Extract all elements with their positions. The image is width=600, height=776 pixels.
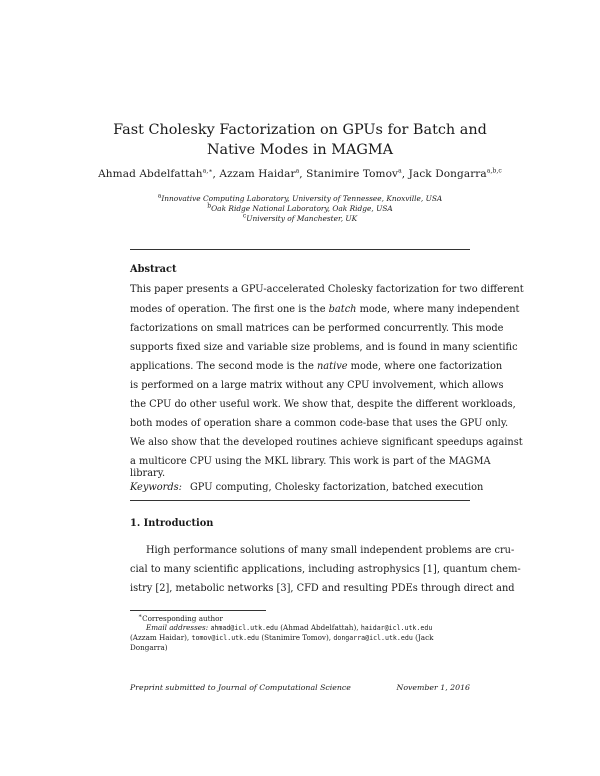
footnote-emails-line3: Dongarra) (130, 643, 168, 652)
author-name: Ahmad Abdelfattah (98, 168, 203, 180)
abstract-heading: Abstract (130, 264, 177, 275)
footnote-corresponding: ∗Corresponding author (138, 612, 223, 623)
abstract-line: This paper presents a GPU-accelerated Cholesky factorization for two different (130, 284, 524, 295)
email-link[interactable]: ahmad@icl.utk.edu (210, 624, 278, 632)
abstract-line: the CPU do other useful work. We show that, despite the different workloads, (130, 399, 516, 410)
email-link[interactable]: dongarra@icl.utk.edu (333, 634, 413, 642)
affiliation: $^c$University of Manchester, UK (242, 212, 358, 223)
abstract-line: is performed on a large matrix without any CPU involvement, which allows (130, 380, 504, 391)
footer-date: November 1, 2016 (396, 683, 470, 692)
title-line-1: Fast Cholesky Factorization on GPUs for Batch and (113, 122, 487, 138)
footer-preprint: Preprint submitted to Journal of Computational Science (130, 683, 351, 692)
abstract-line: supports fixed size and variable size problems, and is found in many scientific (130, 342, 518, 353)
footnote-emails-line2: (Azzam Haidar), tomov@icl.utk.edu (Stanimire Tomov), dongarra@icl.utk.edu (Jack (130, 633, 434, 642)
email-link[interactable]: tomov@icl.utk.edu (191, 634, 260, 642)
author-sup: a,b,c (486, 167, 502, 175)
abstract-bottom-rule (130, 500, 470, 501)
intro-line: High performance solutions of many small independent problems are cru- (146, 545, 515, 556)
keywords-label: Keywords: (130, 482, 182, 493)
title-line-2: Native Modes in MAGMA (206, 142, 394, 158)
abstract-top-rule (130, 249, 470, 250)
footnote-emails-line1: Email addresses: ahmad@icl.utk.edu (Ahmad Abdelfattah), haidar@icl.utk.edu (146, 623, 433, 632)
abstract-line: library. (130, 468, 166, 479)
intro-heading: 1. Introduction (130, 518, 214, 529)
author-name: Jack Dongarra (408, 168, 487, 180)
abstract-line: a multicore CPU using the MKL library. This work is part of the MAGMA (130, 456, 491, 467)
intro-line: istry [2], metabolic networks [3], CFD and resulting PDEs through direct and (130, 583, 515, 594)
abstract-line: applications. The second mode is the native mode, where one factorization (130, 361, 503, 372)
keywords-text: GPU computing, Cholesky factorization, batched execution (189, 482, 484, 493)
affiliation: $^b$Oak Ridge National Laboratory, Oak Ridge, USA (207, 202, 393, 213)
paper-title (0, 120, 600, 160)
keywords (130, 482, 483, 493)
author-list: Ahmad Abdelfattah$^{a,∗}$, Azzam Haidar$^a$, Stanimire Tomov$^a$, Jack Dongarra$^{a,b,c}$ (98, 167, 502, 180)
abstract-line: modes of operation. The first one is the batch mode, where many independent (130, 304, 520, 315)
intro-line: cial to many scientific applications, including astrophysics [1], quantum chem- (130, 564, 521, 575)
author-name: Stanimire Tomov (306, 168, 399, 180)
author-sup: a (398, 167, 402, 175)
author-sup: a (295, 167, 300, 175)
affiliation: $^a$Innovative Computing Laboratory, University of Tennessee, Knoxville, USA (157, 192, 443, 203)
footnote-rule (130, 610, 266, 611)
abstract-line: factorizations on small matrices can be performed concurrently. This mode (130, 323, 504, 334)
author-name: Azzam Haidar (219, 168, 296, 180)
email-link[interactable]: haidar@icl.utk.edu (360, 624, 433, 632)
abstract-line: We also show that the developed routines achieve significant speedups against (130, 437, 523, 448)
abstract-line: both modes of operation share a common code-base that uses the GPU only. (130, 418, 509, 429)
author-sup: a,∗ (202, 167, 213, 175)
